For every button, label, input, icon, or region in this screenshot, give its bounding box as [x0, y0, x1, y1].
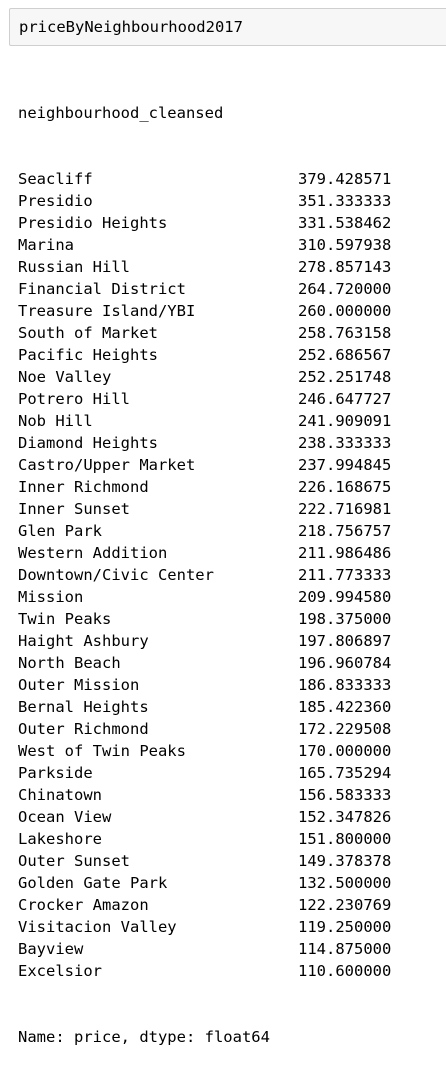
price-value: 278.857143: [298, 258, 392, 276]
series-row: [18, 608, 392, 630]
series-row: [18, 498, 392, 520]
price-value: 218.756757: [298, 522, 392, 540]
price-value: 196.960784: [298, 654, 392, 672]
series-row: [18, 696, 392, 718]
neighbourhood-name: Nob Hill: [18, 412, 93, 430]
series-row: [18, 300, 392, 322]
price-value: 186.833333: [298, 676, 392, 694]
price-value: 114.875000: [298, 940, 392, 958]
neighbourhood-name: West of Twin Peaks: [18, 742, 186, 760]
price-value: 351.333333: [298, 192, 392, 210]
neighbourhood-name: Castro/Upper Market: [18, 456, 196, 474]
series-row: [18, 454, 392, 476]
price-value: 209.994580: [298, 588, 392, 606]
price-value: 185.422360: [298, 698, 392, 716]
index-name: neighbourhood_cleansed: [18, 104, 224, 122]
price-value: 252.251748: [298, 368, 392, 386]
price-value: 197.806897: [298, 632, 392, 650]
series-row: [18, 234, 392, 256]
neighbourhood-name: Excelsior: [18, 962, 102, 980]
price-value: 310.597938: [298, 236, 392, 254]
cell-output: [18, 58, 392, 1070]
series-row: [18, 542, 392, 564]
series-row: [18, 432, 392, 454]
price-value: 246.647727: [298, 390, 392, 408]
price-value: 222.716981: [298, 500, 392, 518]
price-value: 211.773333: [298, 566, 392, 584]
neighbourhood-name: South of Market: [18, 324, 158, 342]
neighbourhood-name: Ocean View: [18, 808, 112, 826]
neighbourhood-name: Chinatown: [18, 786, 102, 804]
price-value: 119.250000: [298, 918, 392, 936]
price-value: 238.333333: [298, 434, 392, 452]
series-row: [18, 256, 392, 278]
neighbourhood-name: Seacliff: [18, 170, 93, 188]
series-row: [18, 916, 392, 938]
series-row: [18, 366, 392, 388]
series-row: [18, 784, 392, 806]
series-row: [18, 960, 392, 982]
series-row: [18, 762, 392, 784]
price-value: 226.168675: [298, 478, 392, 496]
price-value: 198.375000: [298, 610, 392, 628]
neighbourhood-name: Golden Gate Park: [18, 874, 168, 892]
price-value: 122.230769: [298, 896, 392, 914]
neighbourhood-name: Presidio Heights: [18, 214, 168, 232]
price-value: 258.763158: [298, 324, 392, 342]
price-value: 172.229508: [298, 720, 392, 738]
neighbourhood-name: Bayview: [18, 940, 84, 958]
code-input-cell[interactable]: [9, 8, 446, 46]
series-row: [18, 740, 392, 762]
series-row: [18, 718, 392, 740]
neighbourhood-name: Mission: [18, 588, 84, 606]
price-value: 264.720000: [298, 280, 392, 298]
price-value: 211.986486: [298, 544, 392, 562]
series-row: [18, 586, 392, 608]
series-row: [18, 520, 392, 542]
neighbourhood-name: Treasure Island/YBI: [18, 302, 196, 320]
neighbourhood-name: Diamond Heights: [18, 434, 158, 452]
neighbourhood-name: Russian Hill: [18, 258, 130, 276]
neighbourhood-name: Twin Peaks: [18, 610, 112, 628]
price-value: 149.378378: [298, 852, 392, 870]
neighbourhood-name: Haight Ashbury: [18, 632, 149, 650]
price-value: 170.000000: [298, 742, 392, 760]
series-row: [18, 322, 392, 344]
neighbourhood-name: North Beach: [18, 654, 121, 672]
neighbourhood-name: Outer Sunset: [18, 852, 130, 870]
series-row: [18, 278, 392, 300]
series-row: [18, 850, 392, 872]
series-row: [18, 388, 392, 410]
price-value: 241.909091: [298, 412, 392, 430]
code-text[interactable]: priceByNeighbourhood2017: [19, 18, 243, 36]
neighbourhood-name: Crocker Amazon: [18, 896, 149, 914]
neighbourhood-name: Parkside: [18, 764, 93, 782]
price-value: 260.000000: [298, 302, 392, 320]
price-value: 379.428571: [298, 170, 392, 188]
price-value: 252.686567: [298, 346, 392, 364]
series-row: [18, 344, 392, 366]
series-row: [18, 806, 392, 828]
price-value: 151.800000: [298, 830, 392, 848]
price-value: 132.500000: [298, 874, 392, 892]
neighbourhood-name: Inner Richmond: [18, 478, 149, 496]
series-row: [18, 938, 392, 960]
price-value: 165.735294: [298, 764, 392, 782]
neighbourhood-name: Downtown/Civic Center: [18, 566, 214, 584]
series-row: [18, 872, 392, 894]
series-row: [18, 168, 392, 190]
neighbourhood-name: Pacific Heights: [18, 346, 158, 364]
neighbourhood-name: Presidio: [18, 192, 93, 210]
series-row: [18, 410, 392, 432]
neighbourhood-name: Western Addition: [18, 544, 168, 562]
neighbourhood-name: Lakeshore: [18, 830, 102, 848]
neighbourhood-name: Glen Park: [18, 522, 102, 540]
neighbourhood-name: Financial District: [18, 280, 186, 298]
neighbourhood-name: Outer Mission: [18, 676, 140, 694]
series-row: [18, 190, 392, 212]
series-row: [18, 652, 392, 674]
price-value: 152.347826: [298, 808, 392, 826]
neighbourhood-name: Marina: [18, 236, 74, 254]
price-value: 156.583333: [298, 786, 392, 804]
price-value: 331.538462: [298, 214, 392, 232]
price-value: 110.600000: [298, 962, 392, 980]
price-value: 237.994845: [298, 456, 392, 474]
neighbourhood-name: Visitacion Valley: [18, 918, 177, 936]
series-footer: Name: price, dtype: float64: [18, 1028, 270, 1046]
series-row: [18, 212, 392, 234]
neighbourhood-name: Potrero Hill: [18, 390, 130, 408]
series-row: [18, 564, 392, 586]
series-row: [18, 674, 392, 696]
series-row: [18, 894, 392, 916]
series-rows: [18, 168, 392, 982]
neighbourhood-name: Noe Valley: [18, 368, 112, 386]
neighbourhood-name: Inner Sunset: [18, 500, 130, 518]
series-row: [18, 828, 392, 850]
series-row: [18, 476, 392, 498]
neighbourhood-name: Outer Richmond: [18, 720, 149, 738]
series-row: [18, 630, 392, 652]
neighbourhood-name: Bernal Heights: [18, 698, 149, 716]
